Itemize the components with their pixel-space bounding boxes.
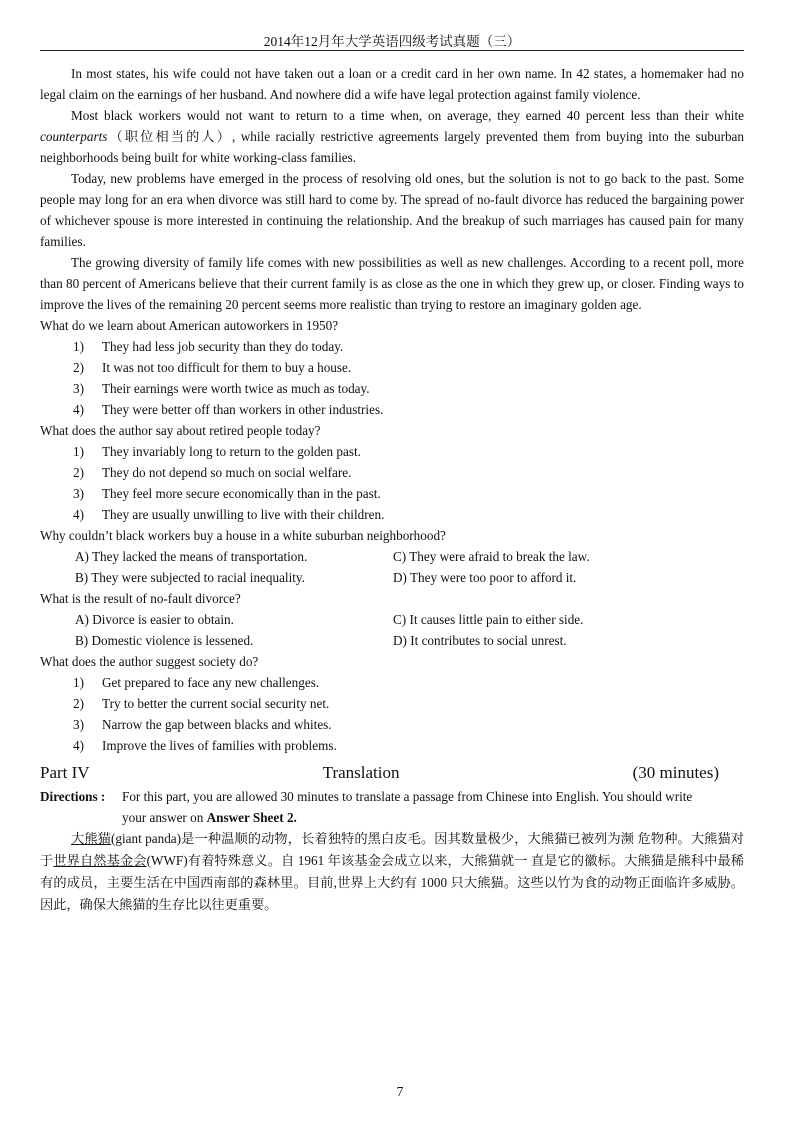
question: What does the author say about retired people today? <box>40 423 321 438</box>
option-text: D) It contributes to social unrest. <box>393 633 567 648</box>
option <box>40 336 744 357</box>
passage-text: (WWF)有着特殊意义。自 1961 年该基金会成立以来，大熊猫就一 直是它的徽标。大熊猫是熊科中最稀有的成员，主要生活在中国西南部的森林里。目前,世界上大约有 1000 只大熊猫。这些以竹为食的动物正面临许多威胁。因此，确保大熊猫的生存比以往更重要。 <box>40 853 744 912</box>
option-number: 2) <box>73 360 84 375</box>
option-text: They had less job security than they do today. <box>102 339 344 354</box>
underlined-term: 世界自然基金会 <box>53 853 147 868</box>
question: What do we learn about American autoworkers in 1950? <box>40 318 339 333</box>
option-number: 2) <box>73 465 84 480</box>
document-body <box>40 63 744 916</box>
option-number: 1) <box>73 675 84 690</box>
answer-sheet-ref: Answer Sheet 2. <box>206 810 297 825</box>
option-text: They invariably long to return to the golden past. <box>102 444 361 459</box>
header-divider <box>40 50 744 51</box>
question: Why couldn’t black workers buy a house in a white suburban neighborhood? <box>40 528 446 543</box>
question: What does the author suggest society do? <box>40 654 259 669</box>
option-row <box>40 630 744 651</box>
option <box>40 378 744 399</box>
directions-text: For this part, you are allowed 30 minutes to translate a passage from Chinese into English. You should write <box>122 789 693 804</box>
option-text: Their earnings were worth twice as much as today. <box>102 381 370 396</box>
passage-text: (giant panda)是一种温顺的动物，长着独特的黑白皮毛。因其数量极少，大熊猫已被列为濒 危物种。大熊猫对于 <box>40 831 744 868</box>
option-text: It was not too difficult for them to buy a house. <box>102 360 352 375</box>
option <box>40 504 744 525</box>
part-heading <box>40 760 744 786</box>
option-text: Improve the lives of families with problems. <box>102 738 337 753</box>
option-text: They feel more secure economically than in the past. <box>102 486 381 501</box>
option-text: A) Divorce is easier to obtain. <box>75 612 234 627</box>
italic-term: counterparts <box>40 129 108 144</box>
paragraph: The growing diversity of family life comes with new possibilities as well as new challenges. According to a recent poll, more than 80 percent of Americans believe that their current family is as close as the one in which they grew up, or closer. Finding ways to improve the lives of the remaining 20 percent seems more realistic than trying to restore an imaginary golden age. <box>40 255 744 312</box>
option-number: 4) <box>73 402 84 417</box>
option-number: 1) <box>73 444 84 459</box>
paragraph <box>40 105 744 168</box>
option-text: D) They were too poor to afford it. <box>393 570 577 585</box>
paragraph-text: Most black workers would not want to return to a time when, on average, they earned 40 percent less than their white <box>71 108 744 123</box>
option-row <box>40 567 744 588</box>
option-number: 4) <box>73 507 84 522</box>
option <box>40 462 744 483</box>
option-text: They do not depend so much on social welfare. <box>102 465 352 480</box>
option <box>40 672 744 693</box>
option-number: 3) <box>73 381 84 396</box>
underlined-term: 大熊猫 <box>71 831 111 846</box>
option-text: B) They were subjected to racial inequality. <box>75 570 305 585</box>
chinese-passage <box>40 828 744 916</box>
option <box>40 735 744 756</box>
option-text: Narrow the gap between blacks and whites. <box>102 717 332 732</box>
option-text: C) It causes little pain to either side. <box>393 612 584 627</box>
option-number: 3) <box>73 486 84 501</box>
option-row <box>40 546 744 567</box>
part-time: (30 minutes) <box>632 763 719 782</box>
directions-label: Directions : <box>40 789 106 804</box>
option-text: Get prepared to face any new challenges. <box>102 675 320 690</box>
option-number: 1) <box>73 339 84 354</box>
option-text: A) They lacked the means of transportation. <box>75 549 308 564</box>
page-number: 7 <box>396 1084 404 1099</box>
option-number: 4) <box>73 738 84 753</box>
paragraph-text: , while racially restrictive agreements largely prevented them from buying into the suburban neighborhoods being built for white working-class families. <box>40 129 745 165</box>
option-text: B) Domestic violence is lessened. <box>75 633 254 648</box>
option <box>40 714 744 735</box>
paragraph: In most states, his wife could not have taken out a loan or a credit card in her own name. In 42 states, a homemaker had no legal claim on the earnings of her husband. And nowhere did a wife have legal protection against family violence. <box>40 66 744 102</box>
option-text: Try to better the current social security net. <box>102 696 330 711</box>
paragraph: Today, new problems have emerged in the process of resolving old ones, but the solution is not to go back to the past. Some people may long for an era when divorce was still hard to come by. The spread of no-fault divorce has reduced the bargaining power of whichever spouse is more interested in continuing the relationship. And the breakup of such marriages has caused pain for many families. <box>40 171 744 249</box>
option <box>40 693 744 714</box>
option-number: 2) <box>73 696 84 711</box>
page-header: 2014年12月年大学英语四级考试真题（三） <box>263 34 521 49</box>
option <box>40 441 744 462</box>
directions <box>40 786 744 807</box>
option-text: They were better off than workers in other industries. <box>102 402 384 417</box>
directions-text: your answer on <box>122 810 207 825</box>
option <box>40 357 744 378</box>
option-number: 3) <box>73 717 84 732</box>
option-row <box>40 609 744 630</box>
directions-line2 <box>40 807 744 828</box>
gloss: （职位相当的人） <box>107 129 233 144</box>
option <box>40 399 744 420</box>
option <box>40 483 744 504</box>
part-label: Part IV <box>40 763 90 782</box>
option-text: C) They were afraid to break the law. <box>393 549 590 564</box>
option-text: They are usually unwilling to live with their children. <box>102 507 385 522</box>
question: What is the result of no-fault divorce? <box>40 591 241 606</box>
part-title: Translation <box>322 763 400 782</box>
